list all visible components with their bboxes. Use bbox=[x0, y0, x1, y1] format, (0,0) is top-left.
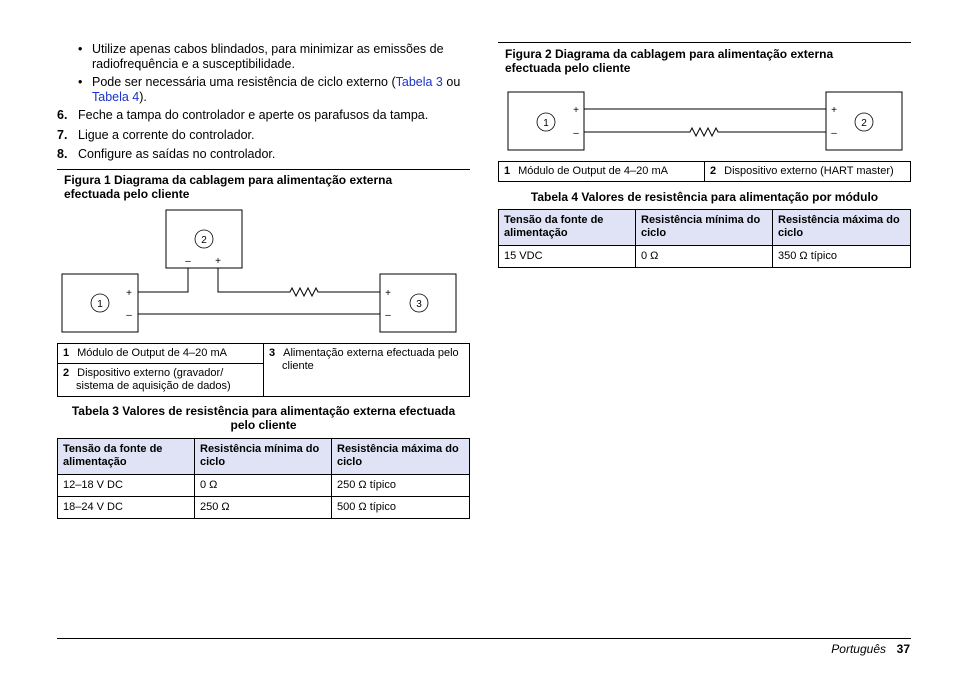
table-cell: 500 Ω típico bbox=[332, 497, 470, 519]
legend-item-3 bbox=[264, 344, 470, 397]
column-header: Resistência mínima do ciclo bbox=[195, 439, 332, 475]
table-cell: 0 Ω bbox=[195, 475, 332, 497]
table-3-caption-line-1: Tabela 3 Valores de resistência para alimentação externa efectuada bbox=[71, 404, 456, 418]
wire-with-resistor bbox=[584, 128, 826, 136]
step-number: 8. bbox=[57, 147, 68, 161]
legend-text: Alimentação externa efectuada pelo bbox=[283, 347, 459, 359]
page-number: 37 bbox=[896, 642, 910, 656]
legend-number: 1 bbox=[63, 347, 70, 359]
table-cell: 18–24 V DC bbox=[58, 497, 195, 519]
figure-2-caption-line-2: efectuada pelo cliente bbox=[505, 61, 631, 75]
bullet-2-text: Pode ser necessária uma resistência de ciclo externo ( bbox=[92, 75, 396, 89]
plus-label: + bbox=[126, 288, 132, 299]
plus-label: + bbox=[573, 105, 579, 116]
legend-number: 2 bbox=[710, 165, 717, 177]
callout-2: 2 bbox=[861, 118, 867, 129]
bullet-1-line-1: Utilize apenas cabos blindados, para minimizar as emissões de bbox=[92, 42, 444, 56]
table-cell: 350 Ω típico bbox=[773, 246, 911, 268]
table-4-caption: Tabela 4 Valores de resistência para alimentação por módulo bbox=[530, 190, 879, 204]
minus-label: – bbox=[126, 310, 132, 321]
minus-label: – bbox=[385, 310, 391, 321]
footer-rule bbox=[57, 638, 911, 639]
bullet-marker: • bbox=[78, 42, 83, 56]
step-text: Ligue a corrente do controlador. bbox=[78, 128, 255, 142]
legend-text: cliente bbox=[282, 360, 314, 372]
table-cell: 250 Ω bbox=[195, 497, 332, 519]
table-3-caption-line-2: pelo cliente bbox=[230, 418, 297, 432]
figure-2-caption-line-1: Figura 2 Diagrama da cablagem para alimentação externa bbox=[505, 47, 834, 61]
plus-label: + bbox=[215, 256, 221, 267]
bullet-2-mid: ou bbox=[442, 75, 461, 89]
figure-2-top-rule bbox=[498, 42, 911, 43]
table-row bbox=[58, 475, 470, 497]
legend-item-1 bbox=[58, 344, 264, 364]
legend-item-2 bbox=[705, 162, 911, 182]
legend-number: 1 bbox=[504, 165, 511, 177]
callout-1: 1 bbox=[543, 118, 549, 129]
table-3-link[interactable]: Tabela 3 bbox=[395, 75, 443, 89]
figure-2-caption bbox=[505, 47, 833, 75]
figure-1-caption-line-1: Figura 1 Diagrama da cablagem para alimentação externa bbox=[64, 173, 393, 187]
column-header: Resistência máxima do ciclo bbox=[332, 439, 470, 475]
step-number: 6. bbox=[57, 108, 68, 122]
column-header: Resistência máxima do ciclo bbox=[773, 210, 911, 246]
bullet-1-line-2: radiofrequência e a susceptibilidade. bbox=[92, 57, 295, 71]
legend-text: Dispositivo externo (HART master) bbox=[724, 165, 894, 177]
callout-3: 3 bbox=[416, 299, 422, 310]
step-text: Configure as saídas no controlador. bbox=[78, 147, 276, 161]
table-cell: 12–18 V DC bbox=[58, 475, 195, 497]
legend-text: sistema de aquisição de dados) bbox=[76, 380, 231, 392]
step-number: 7. bbox=[57, 128, 68, 142]
table-cell: 0 Ω bbox=[636, 246, 773, 268]
bullet-2-post: ). bbox=[139, 90, 147, 104]
legend-number: 3 bbox=[269, 347, 276, 359]
table-cell: 15 VDC bbox=[499, 246, 636, 268]
column-header: Resistência mínima do ciclo bbox=[636, 210, 773, 246]
minus-label: – bbox=[185, 256, 191, 267]
table-4 bbox=[498, 209, 911, 268]
table-3 bbox=[57, 438, 470, 519]
legend-text: Módulo de Output de 4–20 mA bbox=[518, 165, 668, 177]
minus-label: – bbox=[573, 128, 579, 139]
table-row bbox=[499, 246, 911, 268]
table-row bbox=[58, 497, 470, 519]
legend-text: Dispositivo externo (gravador/ bbox=[77, 367, 224, 379]
plus-label: + bbox=[831, 105, 837, 116]
footer-language: Português bbox=[831, 642, 886, 656]
table-3-caption bbox=[57, 404, 470, 432]
legend-item-1 bbox=[499, 162, 705, 182]
table-cell: 250 Ω típico bbox=[332, 475, 470, 497]
minus-label: – bbox=[831, 128, 837, 139]
wire-plus-to-minus bbox=[138, 268, 188, 292]
legend-number: 2 bbox=[63, 367, 70, 379]
figure-1-legend bbox=[57, 343, 470, 397]
column-header: Tensão da fonte de alimentação bbox=[499, 210, 636, 246]
legend-item-2 bbox=[58, 364, 264, 397]
bullet-marker: • bbox=[78, 75, 83, 89]
figure-1-caption-line-2: efectuada pelo cliente bbox=[64, 187, 190, 201]
plus-label: + bbox=[385, 288, 391, 299]
callout-2: 2 bbox=[201, 235, 207, 246]
step-text: Feche a tampa do controlador e aperte os parafusos da tampa. bbox=[78, 108, 429, 122]
wire-with-resistor bbox=[218, 268, 380, 296]
column-header: Tensão da fonte de alimentação bbox=[58, 439, 195, 475]
callout-1: 1 bbox=[97, 299, 103, 310]
legend-text: Módulo de Output de 4–20 mA bbox=[77, 347, 227, 359]
table-4-link[interactable]: Tabela 4 bbox=[92, 90, 140, 104]
figure-2-legend bbox=[498, 161, 911, 182]
